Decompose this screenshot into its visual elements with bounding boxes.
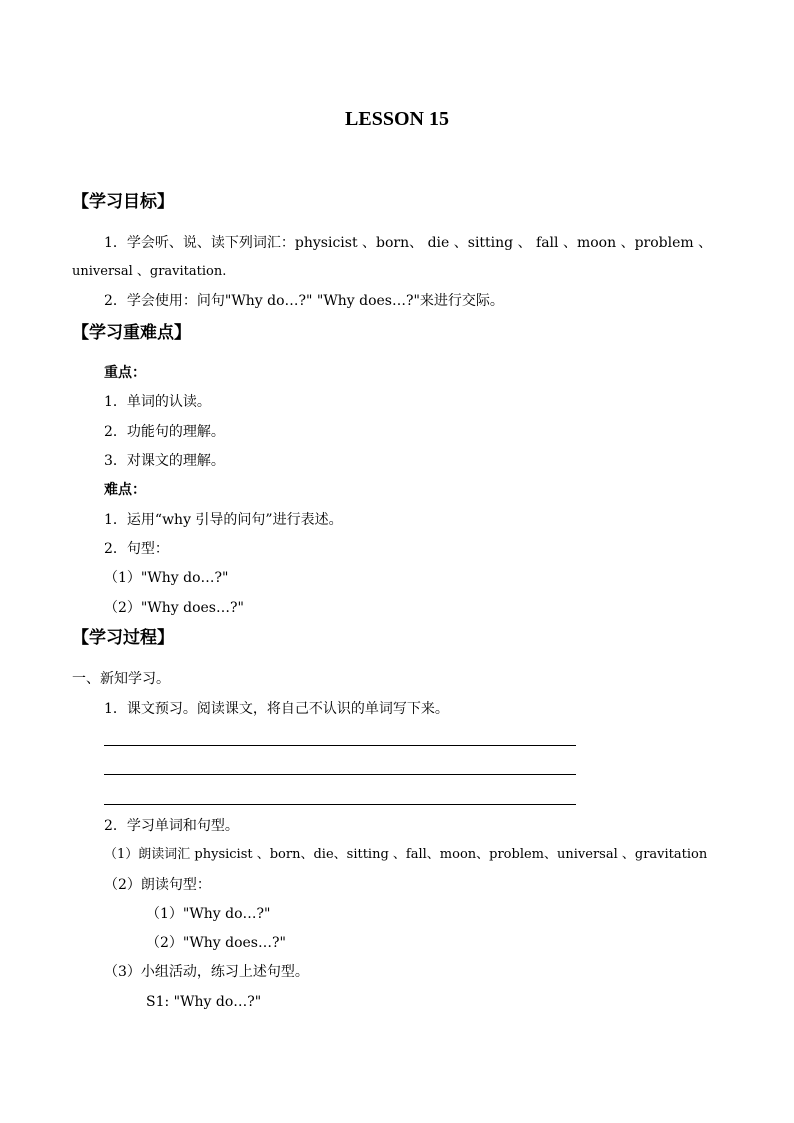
- dialogue-s1: S1: "Why do…?": [146, 994, 262, 1010]
- goal-item-1-line-1: 1．学会听、说、读下列词汇：physicist 、born、 die 、sitting 、 fall 、moon 、problem 、: [104, 235, 713, 251]
- difficulty-item-3: （1）"Why do…?": [104, 570, 229, 586]
- goals-heading: 【学习目标】: [72, 192, 174, 212]
- focus-item-2: 2．功能句的理解。: [104, 424, 225, 440]
- difficulty-item-1: 1．运用“why 引导的问句”进行表述。: [104, 512, 343, 528]
- key-points-heading: 【学习重难点】: [72, 323, 191, 343]
- difficulty-item-4: （2）"Why does…?": [104, 600, 244, 616]
- process-step-2: 2．学习单词和句型。: [104, 818, 239, 834]
- process-step-2-a: （1）朗读词汇 physicist 、born、die、sitting 、fall、moon、problem、universal 、gravitation: [104, 847, 708, 862]
- process-step-1: 1．课文预习。阅读课文，将自己不认识的单词写下来。: [104, 701, 449, 717]
- focus-label: 重点：: [104, 365, 146, 381]
- process-step-2-b-2: （2）"Why does…?": [146, 935, 286, 951]
- process-step-2-c: （3）小组活动，练习上述句型。: [104, 964, 309, 980]
- process-part-1: 一、新知学习。: [72, 671, 170, 687]
- difficulty-label: 难点：: [104, 482, 146, 498]
- process-heading: 【学习过程】: [72, 628, 174, 648]
- goal-item-2: 2．学会使用：问句"Why do…?" "Why does…?"来进行交际。: [104, 293, 504, 309]
- answer-line-1[interactable]: [104, 745, 576, 746]
- focus-item-3: 3．对课文的理解。: [104, 453, 225, 469]
- goal-item-1-line-2: universal 、gravitation.: [72, 264, 227, 279]
- focus-item-1: 1．单词的认读。: [104, 394, 211, 410]
- lesson-title: LESSON 15: [345, 108, 449, 130]
- difficulty-item-2: 2．句型：: [104, 541, 169, 557]
- answer-line-3[interactable]: [104, 804, 576, 805]
- process-step-2-b-1: （1）"Why do…?": [146, 906, 271, 922]
- process-step-2-b: （2）朗读句型：: [104, 877, 211, 893]
- answer-line-2[interactable]: [104, 774, 576, 775]
